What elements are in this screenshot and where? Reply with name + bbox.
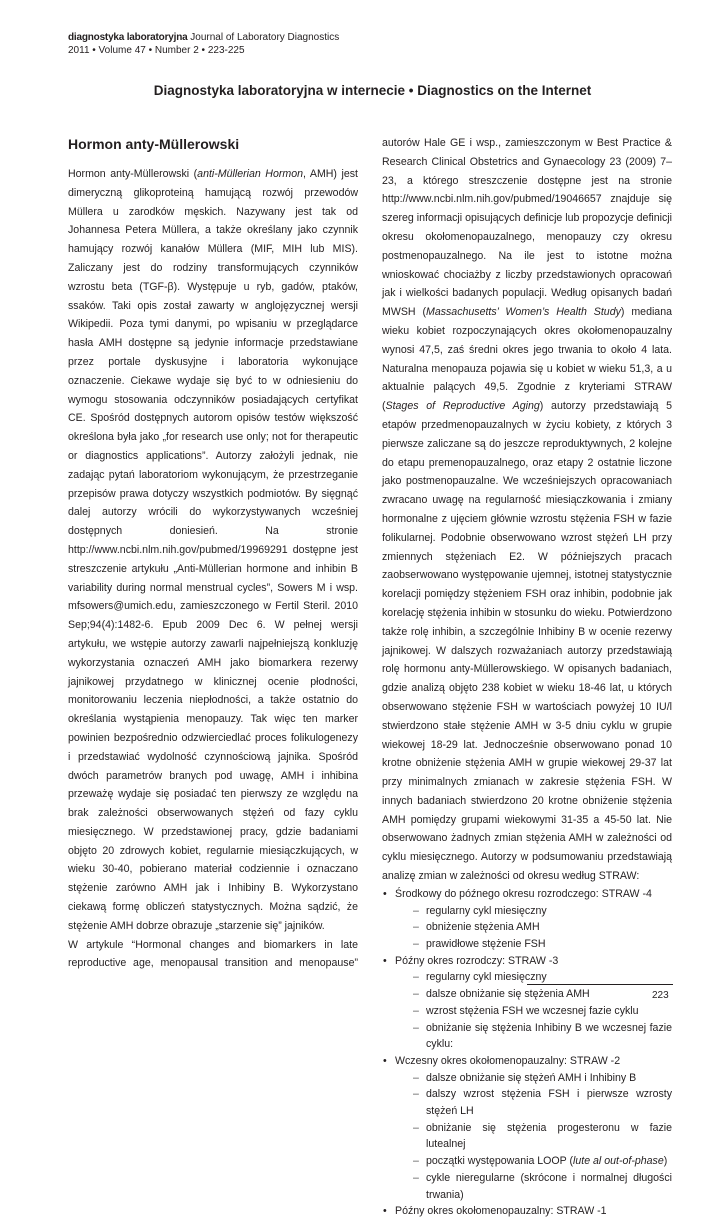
straw-feature: – prawidłowe stężenie FSH [413, 936, 672, 953]
straw-feature: – cykle nieregularne (skrócone i normalnej długości trwania) [413, 1170, 672, 1203]
straw-feature: – wzrost stężenia FSH we wczesnej fazie cyklu [413, 1003, 672, 1020]
straw-feature: – obniżanie się stężenia progesteronu w fazie lutealnej [413, 1120, 672, 1153]
straw-stage-label: Wczesny okres okołomenopauzalny: STRAW -2 [395, 1054, 621, 1067]
straw-feature: – dalsze obniżanie się stężeń AMH i Inhibiny B [413, 1070, 672, 1087]
page-number: 223 [652, 990, 669, 1001]
straw-feature: – dalsze obniżanie się stężenia AMH [413, 986, 672, 1003]
journal-title-line [68, 31, 339, 44]
straw-feature: – dalszy wzrost stężenia FSH i pierwsze wzrosty stężeń LH [413, 1086, 672, 1119]
straw-stage-features [395, 903, 672, 953]
footer-rule [527, 984, 673, 985]
straw-feature: – regularny cykl miesięczny [413, 903, 672, 920]
straw-stage-label: Późny okres okołomenopauzalny: STRAW -1 [395, 1205, 607, 1218]
straw-feature: – obniżenie stężenia AMH [413, 919, 672, 936]
issue-info: 2011 • Volume 47 • Number 2 • 223-225 [68, 45, 245, 56]
straw-feature: – regularny cykl miesięczny [413, 969, 672, 986]
straw-feature: – obniżanie się stężenia Inhibiny B we wczesnej fazie cyklu: [413, 1020, 672, 1053]
article-body [68, 165, 358, 973]
straw-stage [382, 1053, 672, 1203]
paragraph-amh-intro: Hormon anty-Müllerowski (anti-Müllerian Hormon, AMH) jest dimeryczną glikoproteiną hamującą rozwój przewodów Müllera u zarodków męskich. Nazywany jest tak od Johannesa Petera Müllera, a także określany jako czynnik hamujący rozwój kanałów Müllera (MIF, MIH lub MIS). Zaliczany jest do rodziny transformujących czynników wzrostu beta (TGF-β). Występuje u ryb, gadów, ptaków, ssaków. Taki opis został zawarty w anglojęzycznej wersji Wikipedii. Poza tymi danymi, po wpisaniu w przeglądarce hasła AMH dostępne są jedynie informacje przedstawiane przez portale dyskusyjne i laboratoria wykonujące oznaczenie. Ciekawe wydaje się być to w odniesieniu do wymogu stosowania odczynników posiadających certyfikat CE. Spośród dostępnych autorom opisów testów większość określona była jako „for research use only; not for therapeutic or diagnostics applications”. Autorzy założyli jednak, nie zadając pytań laboratoriom wykonującym, że przestrzeganie przepisów prawa dotyczy wszystkich podmiotów. By sięgnąć dalej autorzy wrócili do wykorzystywanych wcześniej dostępnych doniesień. Na stronie http://www.ncbi.nlm.nih.gov/pubmed/19969291 dostępne jest streszczenie artykułu „Anti-Müllerian hormone and inhibin B variability during normal menstrual cycles”, Sowers M i wsp. mfsowers@umich.edu, zamieszczonego w Fertil Steril. 2010 Sep;94(4):1482-6. Epub 2009 Dec 6. W pełnej wersji artykułu, we wstępie autorzy zawarli najpełniejszą konkluzję wykorzystania oznaczeń AMH jako biomarkera rezerwy jajnikowej przydatnego w klinicznej ocenie płodności, monitorowaniu leczenia niepłodności, a także ostatnio do określania wystąpienia menopauzy. Tak więc ten marker powinien bezpośrednio odzwierciedlać proces folikulogenezy i przedstawiać wydolność czynnościową jajnika. Spośród dwóch parametrów branych pod uwagę, AMH i inhibina przeważę wydaje się posiadać ten pierwszy ze względu na brak zależności obserwowanych stężeń od fazy cyklu miesięcznego. W przedstawionej pracy, gdzie badaniami objęto 20 zdrowych kobiet, regularnie miesiączkujących, w wieku 30-40, pobierano materiał codziennie i oznaczano stężenie zarówno AMH jak i Inhibiny B. Wykorzystano ciekawą formę obliczeń statystycznych. Można sądzić, że stężenie AMH dobrze obrazuje „starzenie się” jajników. [68, 168, 358, 932]
article-body-continued [382, 134, 672, 886]
section-title: Diagnostyka laboratoryjna w internecie • Diagnostics on the Internet [153, 83, 592, 98]
straw-stage-list [382, 886, 672, 1220]
straw-stage [382, 886, 672, 953]
right-column [382, 134, 672, 1220]
straw-stage-label: Środkowy do późnego okresu rozrodczego: STRAW -4 [395, 887, 652, 900]
straw-stage [382, 1203, 672, 1220]
article-title: Hormon anty-Müllerowski [68, 136, 240, 152]
paragraph-hale-review: W artykule “Hormonal changes and biomarkers in late reproductive age, menopausal transition and menopause” [68, 938, 358, 970]
left-column [68, 134, 358, 973]
straw-stage-label: Późny okres rozrodczy: STRAW -3 [395, 954, 559, 967]
journal-name-polish: diagnostyka laboratoryjna [68, 32, 188, 43]
straw-feature: – początki występowania LOOP (lute al out-of-phase) [413, 1153, 672, 1170]
straw-stage-features [395, 1070, 672, 1204]
straw-stage [382, 953, 672, 1053]
journal-header [68, 31, 339, 57]
journal-name-english: Journal of Laboratory Diagnostics [190, 32, 340, 43]
paragraph-hale-review-continued: autorów Hale GE i wsp., zamieszczonym w Best Practice & Research Clinical Obstetrics and Gynaecology 23 (2009) 7–23, a którego streszczenie dostępne jest na stronie http://www.ncbi.nlm.nih.gov/pubmed/19046657 znajduje się szereg informacji opisujących definicje lub propozycje definicji okresu okołomenopauzalnego, menopauzy czy okresu postmenopauzalnego. Na ile jest to istotne można wnioskować chociażby z liczby przedstawionych opracowań jak i wielkości badanych populacji. Według opisanych badań MWSH (Massachusetts’ Women’s Health Study) mediana wieku kobiet rozpoczynających okres okołomenopauzalny wynosi 47,5, zaś średni okres jego trwania to około 4 lata. Naturalna menopauza pojawia się u kobiet w wieku 51,3, a u aktualnie palących 49,5. Zgodnie z kryteriami STRAW (Stages of Reproductive Aging) autorzy przedstawiają 5 etapów przedmenopauzalnych w życiu kobiety, z których 3 pierwsze zaliczane są do jeszcze reproduktywnych, 2 kolejne do etapu premenopauzalnego, oraz etapy 2 ostatnie liczone jako postmenopauzalne. We wcześniejszych opracowaniach zwracano uwagę na regularność miesiączkowania i zmiany hormonalne z ujęciem głównie wzrostu stężenia FSH w fazie folikularnej. Podobnie obserwowano wzrost stężeń LH przy zmiennych stężeniach E2. W późniejszych pracach zaobserwowano występowanie ujemnej, istotnej statystycznie korelacji pomiędzy stężeniem FSH oraz inhibin, podobnie jak korelację stężenia inhibin w stosunku do wieku. Potwierdzono także rolę inhibin, a szczególnie Inhibiny B w ocenie rezerwy jajnikowej. W dalszych rozważaniach autorzy przedstawiają rolę hormonu anty-Müllerowskiego. W opisanych badaniach, gdzie analizą objęto 238 kobiet w wieku 18-46 lat, u których obserwowano stężenie FSH w wartościach powyżej 10 IU/l stwierdzono stałe stężenie AMH w 3-5 dniu cyklu w grupie wiekowej 18-29 lat. Jednocześnie obserwowano ponad 10 krotne obniżenie stężenia AMH w grupie wiekowej 29-37 lat przy minimalnych zmianach w zakresie stężenia FSH. W innych badaniach stwierdzono 20 krotne obniżenie stężenia AMH pomiędzy grupami wiekowymi 31-35 a 45-50 lat. Nie obserwowano żadnych zmian stężenia AMH w zależności od cyklu miesięcznego. Autorzy w podsumowaniu przedstawiają analizę zmian w zależności od okresu według STRAW: [382, 137, 672, 883]
straw-stage-features [395, 969, 672, 1053]
